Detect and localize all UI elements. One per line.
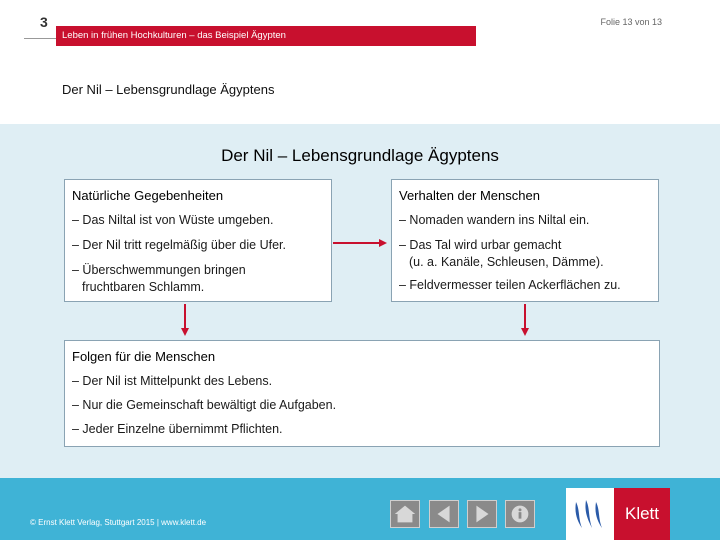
forward-icon	[468, 501, 496, 527]
back-button[interactable]	[429, 500, 459, 528]
home-icon	[391, 501, 419, 527]
consequences-box	[64, 340, 660, 447]
forward-button[interactable]	[467, 500, 497, 528]
list-item	[72, 262, 246, 296]
slide-subtitle: Der Nil – Lebensgrundlage Ägyptens	[62, 82, 275, 97]
logo-text: Klett	[614, 488, 670, 540]
klett-logo	[566, 488, 670, 540]
copyright: © Ernst Klett Verlag, Stuttgart 2015 | www.klett.de	[30, 518, 207, 527]
content-area	[0, 124, 720, 478]
box-title: Verhalten der Menschen	[399, 188, 540, 203]
slide-counter: Folie 13 von 13	[600, 17, 662, 27]
list-item-line: (u. a. Kanäle, Schleusen, Dämme).	[409, 255, 604, 269]
list-item-line: – Überschwemmungen bringen	[72, 263, 246, 277]
page-title: Der Nil – Lebensgrundlage Ägyptens	[221, 146, 499, 165]
header-divider	[24, 38, 56, 39]
home-button[interactable]	[390, 500, 420, 528]
list-item	[399, 237, 604, 271]
list-item: – Nomaden wandern ins Niltal ein.	[399, 213, 590, 227]
box-title: Natürliche Gegebenheiten	[72, 188, 224, 203]
natural-conditions-box	[64, 179, 332, 302]
human-behavior-box	[391, 179, 659, 302]
list-item: – Der Nil ist Mittelpunkt des Lebens.	[72, 374, 273, 388]
klett-logo-mark-icon	[566, 488, 614, 540]
chapter-number: 3	[40, 14, 48, 30]
box-title: Folgen für die Menschen	[72, 349, 216, 364]
list-item-line: – Das Tal wird urbar gemacht	[399, 238, 562, 252]
list-item: – Der Nil tritt regelmäßig über die Ufer.	[72, 238, 286, 252]
footer	[0, 478, 720, 540]
info-button[interactable]	[505, 500, 535, 528]
back-icon	[430, 501, 458, 527]
list-item: – Jeder Einzelne übernimmt Pflichten.	[72, 422, 283, 436]
info-icon	[506, 501, 534, 527]
topic-bar: Leben in frühen Hochkulturen – das Beispiel Ägypten	[56, 26, 476, 46]
list-item: – Feldvermesser teilen Ackerflächen zu.	[399, 278, 621, 292]
list-item: – Nur die Gemeinschaft bewältigt die Aufgaben.	[72, 398, 337, 412]
list-item-line: fruchtbaren Schlamm.	[82, 280, 205, 294]
list-item: – Das Niltal ist von Wüste umgeben.	[72, 213, 274, 227]
